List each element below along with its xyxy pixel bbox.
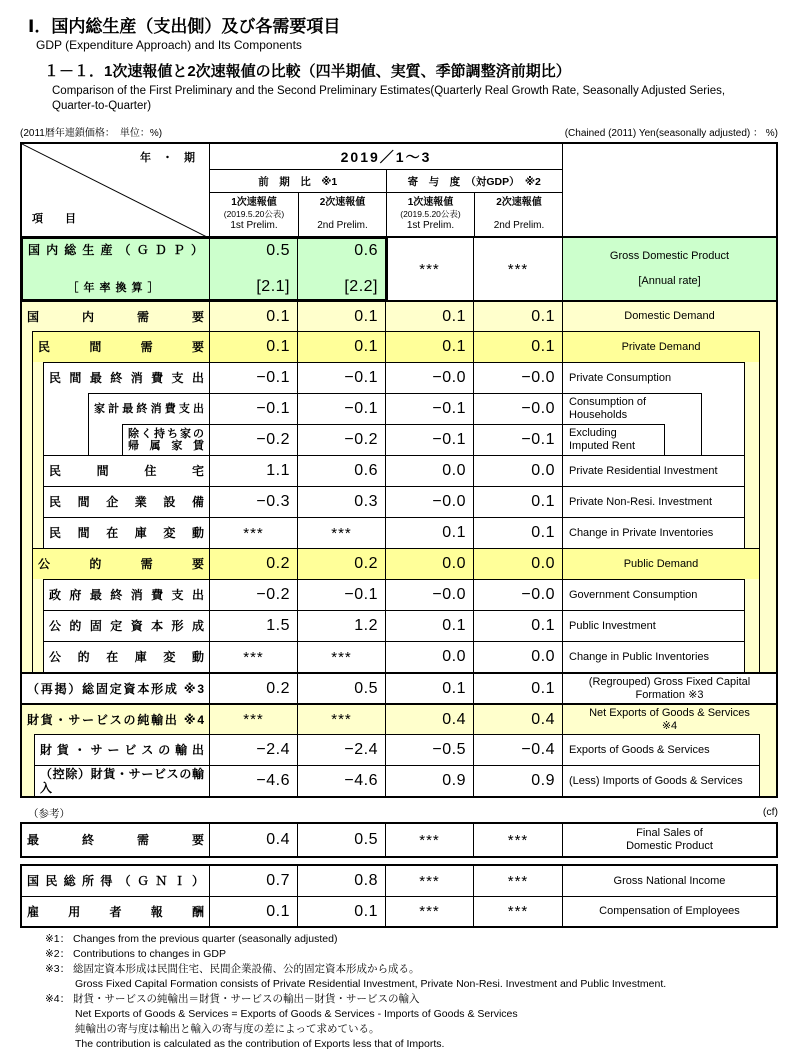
col-header-contrib-1st: 1次速報値 (2019.5.20公表) 1st Prelim.	[386, 193, 474, 236]
value-qoq-2nd: 0.1	[297, 300, 385, 331]
value-contrib-1st: −0.1	[385, 424, 473, 455]
row-label-en: Private Demand	[563, 331, 760, 362]
value-contrib-1st: 0.1	[385, 300, 473, 331]
value-contrib-1st: 0.0	[385, 455, 473, 486]
unit-note-right: (Chained (2011) Yen(seasonally adjusted) ： %)	[564, 128, 778, 139]
value-qoq-2nd: 0.6	[297, 455, 385, 486]
row-label-jp: 民間在庫変動	[43, 517, 209, 548]
row-label-jp: 公的固定資本形成	[43, 610, 209, 641]
value-contrib-1st: 0.9	[385, 765, 473, 796]
page-title-en: GDP (Expenditure Approach) and Its Components	[36, 38, 302, 52]
ref-table-final-sales	[20, 822, 778, 858]
value-contrib-2nd: 0.1	[473, 610, 562, 641]
value-qoq-1st: 1.1	[209, 455, 297, 486]
value-contrib-2nd: 0.9	[473, 765, 562, 796]
row-label-jp: 最終需要	[27, 833, 204, 847]
value-qoq-1st: −0.1	[209, 393, 297, 424]
value-contrib-2nd: 0.1	[473, 486, 562, 517]
nesting-gutter	[22, 424, 122, 455]
nesting-gutter	[22, 765, 34, 796]
row-label-jp: 民間需要	[32, 331, 209, 362]
row-label-en: (Regrouped) Gross Fixed Capital Formation ※3	[563, 672, 776, 703]
value-qoq-1st: −0.2	[209, 579, 297, 610]
section-title-jp: １－１．1次速報値と2次速報値の比較（四半期値、実質、季節調整済前期比）	[44, 63, 571, 80]
value-contrib-2nd: −0.4	[473, 734, 562, 765]
nesting-gutter	[745, 455, 776, 486]
value-contrib-1st: ***	[385, 238, 473, 300]
value-contrib-1st: −0.0	[385, 362, 473, 393]
value-qoq-2nd: −4.6	[297, 765, 385, 796]
value-qoq-1st: 0.1	[209, 300, 297, 331]
unit-notes	[20, 124, 778, 139]
cf-note: (cf)	[762, 806, 778, 818]
nesting-gutter	[760, 548, 776, 579]
value-contrib-1st: 0.1	[385, 517, 473, 548]
ref-table-gni	[20, 864, 778, 928]
value-qoq-1st: 0.1	[209, 896, 297, 926]
nesting-gutter	[22, 362, 43, 393]
value-qoq-1st: 0.7	[209, 866, 297, 896]
footnote-line: Gross Fixed Capital Formation consists of Private Residential Investment, Private Non-Resi. Investment and Public Investment.	[75, 978, 667, 990]
value-qoq-1st: −2.4	[209, 734, 297, 765]
nesting-gutter	[22, 734, 34, 765]
row-label-jp: 公的需要	[32, 548, 209, 579]
nesting-gutter	[745, 362, 776, 393]
value-contrib-1st: −0.1	[385, 393, 473, 424]
value-contrib-2nd: 0.1	[473, 331, 562, 362]
table-row	[22, 866, 776, 896]
value-qoq-2nd: 0.5	[297, 824, 385, 856]
value-contrib-2nd: 0.1	[473, 672, 562, 703]
nesting-gutter	[22, 548, 32, 579]
row-label-en: Change in Private Inventories	[563, 517, 745, 548]
value-contrib-2nd: ***	[473, 896, 562, 926]
table-row	[22, 672, 776, 703]
col-header-contrib-2nd: 2次速報値 2nd Prelim.	[474, 193, 563, 236]
value-qoq-1st: 1.5	[209, 610, 297, 641]
value-qoq-1st: −0.1	[209, 362, 297, 393]
value-qoq-2nd: 0.6 [2.2]	[297, 238, 385, 300]
value-qoq-2nd: ***	[297, 641, 385, 672]
row-label-en: Government Consumption	[563, 579, 745, 610]
nesting-gutter	[760, 765, 776, 796]
row-label-jp: 国内需要	[22, 300, 209, 331]
header-corner-item-label: 項 目	[32, 213, 76, 225]
value-contrib-2nd: ***	[473, 824, 562, 856]
row-label-en: Public Demand	[563, 548, 760, 579]
row-label-jp: 政府最終消費支出	[43, 579, 209, 610]
table-row	[22, 517, 776, 548]
table-row	[22, 734, 776, 765]
ref-note: （参考）	[28, 808, 70, 820]
value-contrib-2nd: 0.4	[473, 703, 562, 734]
value-contrib-2nd: −0.0	[473, 393, 562, 424]
nesting-gutter	[702, 393, 776, 424]
value-contrib-2nd: −0.1	[473, 424, 562, 455]
value-contrib-1st: ***	[385, 896, 473, 926]
value-qoq-2nd: 0.1	[297, 896, 385, 926]
value-contrib-2nd: 0.0	[473, 455, 562, 486]
row-label-en: Consumption of Households	[563, 393, 702, 424]
table-row	[22, 824, 776, 856]
row-label-en: Private Non-Resi. Investment	[563, 486, 745, 517]
unit-note-left: (2011暦年連鎖価格： 単位：%)	[20, 128, 163, 139]
row-label-en: Compensation of Employees	[563, 896, 776, 926]
value-qoq-1st: ***	[209, 517, 297, 548]
header-period: 2019／1～3	[210, 144, 562, 170]
row-label-jp: 財貨・サービスの輸出	[34, 734, 209, 765]
table-row	[22, 362, 776, 393]
header-english-empty	[562, 144, 776, 236]
value-contrib-1st: 0.0	[385, 641, 473, 672]
row-label-jp: 民間企業設備	[43, 486, 209, 517]
nesting-gutter	[745, 517, 776, 548]
nesting-gutter	[22, 517, 43, 548]
footnote-line: The contribution is calculated as the contribution of Exports less that of Imports.	[75, 1038, 445, 1050]
value-contrib-2nd: −0.0	[473, 579, 562, 610]
footnote-line: Net Exports of Goods & Services = Exports of Goods & Services - Imports of Goods & Services	[75, 1008, 518, 1020]
table-row	[22, 455, 776, 486]
value-contrib-2nd: 0.0	[473, 641, 562, 672]
footnote-line: ※4： 財貨・サービスの純輸出＝財貨・サービスの輸出－財貨・サービスの輸入	[45, 993, 420, 1005]
nesting-gutter	[22, 393, 88, 424]
value-contrib-1st: −0.0	[385, 486, 473, 517]
row-label-en: Net Exports of Goods & Services ※4	[563, 703, 776, 734]
footnote-line: 純輸出の寄与度は輸出と輸入の寄与度の差によって求めている。	[75, 1023, 380, 1035]
value-qoq-1st: 0.2	[209, 548, 297, 579]
row-label-en: Private Consumption	[563, 362, 745, 393]
nesting-gutter	[22, 331, 32, 362]
value-contrib-2nd: ***	[473, 238, 562, 300]
value-contrib-2nd: 0.1	[473, 300, 562, 331]
table-row	[22, 610, 776, 641]
table-row	[22, 486, 776, 517]
value-qoq-2nd: 0.3	[297, 486, 385, 517]
table-row	[22, 703, 776, 734]
row-label-jp: 財貨・サービスの純輸出 ※4	[22, 703, 209, 734]
value-contrib-1st: 0.1	[385, 331, 473, 362]
value-qoq-1st: −4.6	[209, 765, 297, 796]
nesting-gutter	[22, 455, 43, 486]
table-row	[22, 424, 776, 455]
col-header-qoq-2nd: 2次速報値 2nd Prelim.	[298, 193, 386, 236]
footnote-line: ※2： Contributions to changes in GDP	[45, 948, 226, 960]
nesting-gutter	[745, 610, 776, 641]
col-header-qoq-1st: 1次速報値 (2019.5.20公表) 1st Prelim.	[223, 197, 285, 231]
header-corner-period-label: 年 ・ 期	[140, 152, 195, 164]
value-qoq-1st: 0.1	[209, 331, 297, 362]
nesting-gutter	[760, 331, 776, 362]
row-label-jp: 雇用者報酬	[22, 896, 209, 926]
row-label-en: Public Investment	[563, 610, 745, 641]
value-contrib-1st: 0.0	[385, 548, 473, 579]
value-contrib-1st: 0.1	[385, 672, 473, 703]
footnote-line: ※1： Changes from the previous quarter (seasonally adjusted)	[45, 933, 338, 945]
table-row	[22, 579, 776, 610]
nesting-gutter	[745, 641, 776, 672]
row-label-en: Excluding Imputed Rent	[563, 424, 665, 455]
table-row	[22, 548, 776, 579]
value-contrib-1st: −0.5	[385, 734, 473, 765]
row-label-en: Final Sales of Domestic Product	[626, 827, 713, 852]
section-title-en: Comparison of the First Preliminary and the Second Preliminary Estimates(Quarterly Real Growth Rate, Seasonally Adjusted Series, Quarter-to-Quarter)	[52, 85, 726, 112]
value-qoq-2nd: 0.8	[297, 866, 385, 896]
nesting-gutter	[22, 579, 43, 610]
table-row	[22, 331, 776, 362]
row-label-jp: 国内総生産（ＧＤＰ） ［年率換算］	[22, 238, 209, 300]
value-contrib-1st: 0.1	[385, 610, 473, 641]
value-qoq-2nd: −0.1	[297, 362, 385, 393]
header-group-contribution: 寄 与 度 （対GDP） ※2	[386, 170, 563, 192]
value-qoq-2nd: −2.4	[297, 734, 385, 765]
row-label-jp: （再掲）総固定資本形成 ※3	[22, 672, 209, 703]
nesting-gutter	[22, 610, 43, 641]
value-qoq-2nd: 0.1	[297, 331, 385, 362]
row-label-en: Domestic Demand	[563, 300, 776, 331]
row-label-jp: 民間住宅	[43, 455, 209, 486]
value-qoq-1st: 0.2	[209, 672, 297, 703]
row-label-jp: 民間最終消費支出	[43, 362, 209, 393]
row-label-jp: 公的在庫変動	[43, 641, 209, 672]
table-row	[22, 300, 776, 331]
value-qoq-1st: 0.5 [2.1]	[209, 238, 297, 300]
value-contrib-2nd: 0.1	[473, 517, 562, 548]
reference-note-line	[20, 806, 778, 821]
value-contrib-2nd: ***	[473, 866, 562, 896]
value-qoq-1st: −0.3	[209, 486, 297, 517]
value-qoq-2nd: −0.1	[297, 579, 385, 610]
value-contrib-1st: −0.0	[385, 579, 473, 610]
value-contrib-1st: ***	[385, 866, 473, 896]
header-middle	[209, 144, 562, 236]
value-qoq-2nd: −0.2	[297, 424, 385, 455]
value-qoq-2nd: 1.2	[297, 610, 385, 641]
value-qoq-1st: ***	[209, 703, 297, 734]
header-group-qoq: 前 期 比 ※1	[258, 175, 338, 188]
row-label-en: Gross Domestic Product [Annual rate]	[563, 238, 776, 300]
header-corner	[22, 144, 209, 236]
row-label-jp: 家計最終消費支出	[88, 393, 209, 424]
value-qoq-2nd: ***	[297, 703, 385, 734]
value-qoq-2nd: 0.2	[297, 548, 385, 579]
value-qoq-2nd: ***	[297, 517, 385, 548]
value-qoq-1st: ***	[209, 641, 297, 672]
table-row	[22, 896, 776, 926]
gdp-row	[22, 238, 776, 300]
footnote-line: ※3： 総固定資本形成は民間住宅、民間企業設備、公的固定資本形成から成る。	[45, 963, 420, 975]
value-contrib-2nd: −0.0	[473, 362, 562, 393]
nesting-gutter	[22, 641, 43, 672]
nesting-gutter	[665, 424, 776, 455]
row-label-en: Change in Public Inventories	[563, 641, 745, 672]
row-label-jp: 除く持ち家の 帰属家賃	[122, 424, 209, 455]
row-label-en: Private Residential Investment	[563, 455, 745, 486]
table-row	[22, 641, 776, 672]
value-contrib-2nd: 0.0	[473, 548, 562, 579]
value-qoq-1st: 0.4	[209, 824, 297, 856]
table-header	[22, 144, 776, 238]
main-table	[20, 142, 778, 798]
value-qoq-2nd: 0.5	[297, 672, 385, 703]
footnotes	[45, 932, 775, 1050]
value-qoq-1st: −0.2	[209, 424, 297, 455]
nesting-gutter	[22, 486, 43, 517]
nesting-gutter	[760, 734, 776, 765]
row-label-en: (Less) Imports of Goods & Services	[563, 765, 760, 796]
row-label-jp: 国民総所得（ＧＮＩ）	[27, 874, 204, 888]
row-label-en: Gross National Income	[613, 874, 726, 887]
value-contrib-1st: 0.4	[385, 703, 473, 734]
row-label-en: Exports of Goods & Services	[563, 734, 760, 765]
nesting-gutter	[745, 486, 776, 517]
nesting-gutter	[745, 579, 776, 610]
value-qoq-2nd: −0.1	[297, 393, 385, 424]
table-row	[22, 765, 776, 796]
page-title-jp: Ⅰ．国内総生産（支出側）及び各需要項目	[28, 17, 341, 36]
table-row	[22, 393, 776, 424]
row-label-jp: （控除）財貨・サービスの輸入	[34, 765, 209, 796]
value-contrib-1st: ***	[385, 824, 473, 856]
